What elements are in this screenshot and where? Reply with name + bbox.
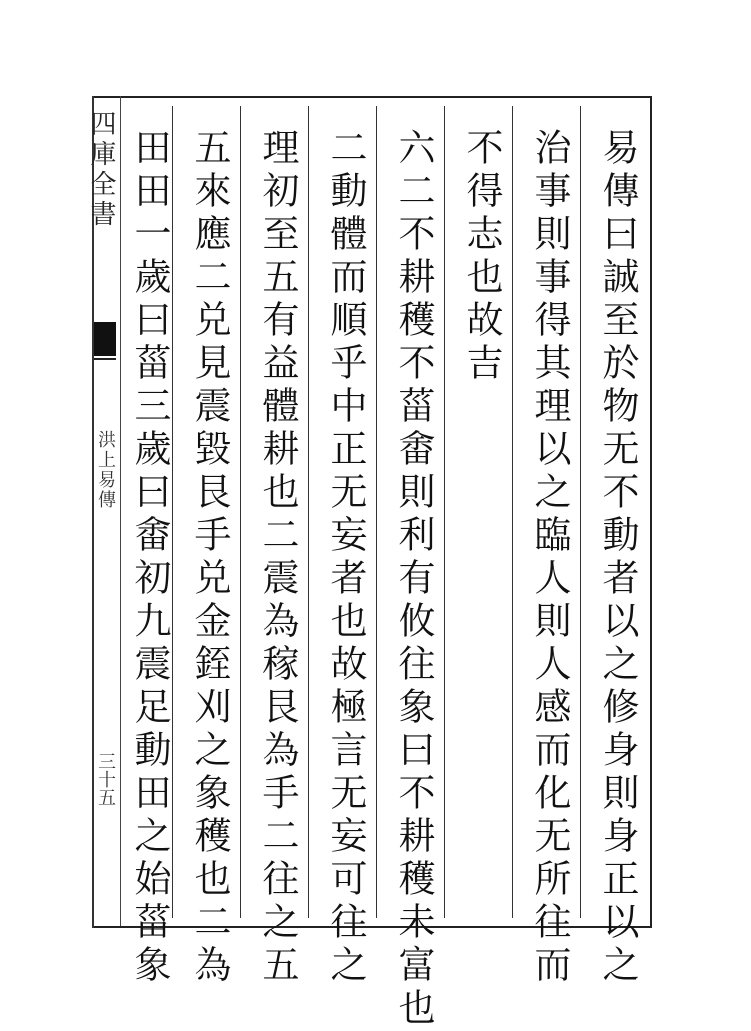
fold-fishtail-mark [94, 322, 116, 356]
text-column-6: 理初至五有益體耕也二震為稼艮為手二往之五 [256, 128, 299, 988]
text-column-8: 田田一歲曰菑三歲曰畬初九震足動田之始菑象 [128, 128, 171, 988]
text-column-7: 五來應二兑見震毀艮手兑金銍刈之象穫也二為 [188, 128, 231, 988]
frame-top-border [92, 96, 652, 98]
margin-collection-title: 四庫全書 [86, 110, 116, 230]
text-column-1: 易傳曰誠至於物无不動者以之修身則身正以之 [596, 128, 639, 988]
margin-book-title: 洪上易傳 [95, 430, 116, 510]
column-rule [580, 106, 581, 918]
text-column-3: 不得志也故吉 [460, 128, 503, 386]
text-column-2: 治事則事得其理以之臨人則人感而化无所往而 [528, 128, 571, 988]
margin-rule [120, 96, 121, 926]
column-rule [308, 106, 309, 918]
text-column-4: 六二不耕穫不菑畬則利有攸往象曰不耕穫未富也 [392, 128, 435, 1031]
fold-mark-line [94, 358, 116, 360]
column-rule [240, 106, 241, 918]
column-rule [376, 106, 377, 918]
column-rule [512, 106, 513, 918]
text-column-5: 二動體而順乎中正无妄者也故極言无妄可往之 [324, 128, 367, 988]
frame-right-border [650, 96, 652, 928]
page-number: 三十五 [95, 752, 116, 806]
column-rule [444, 106, 445, 918]
